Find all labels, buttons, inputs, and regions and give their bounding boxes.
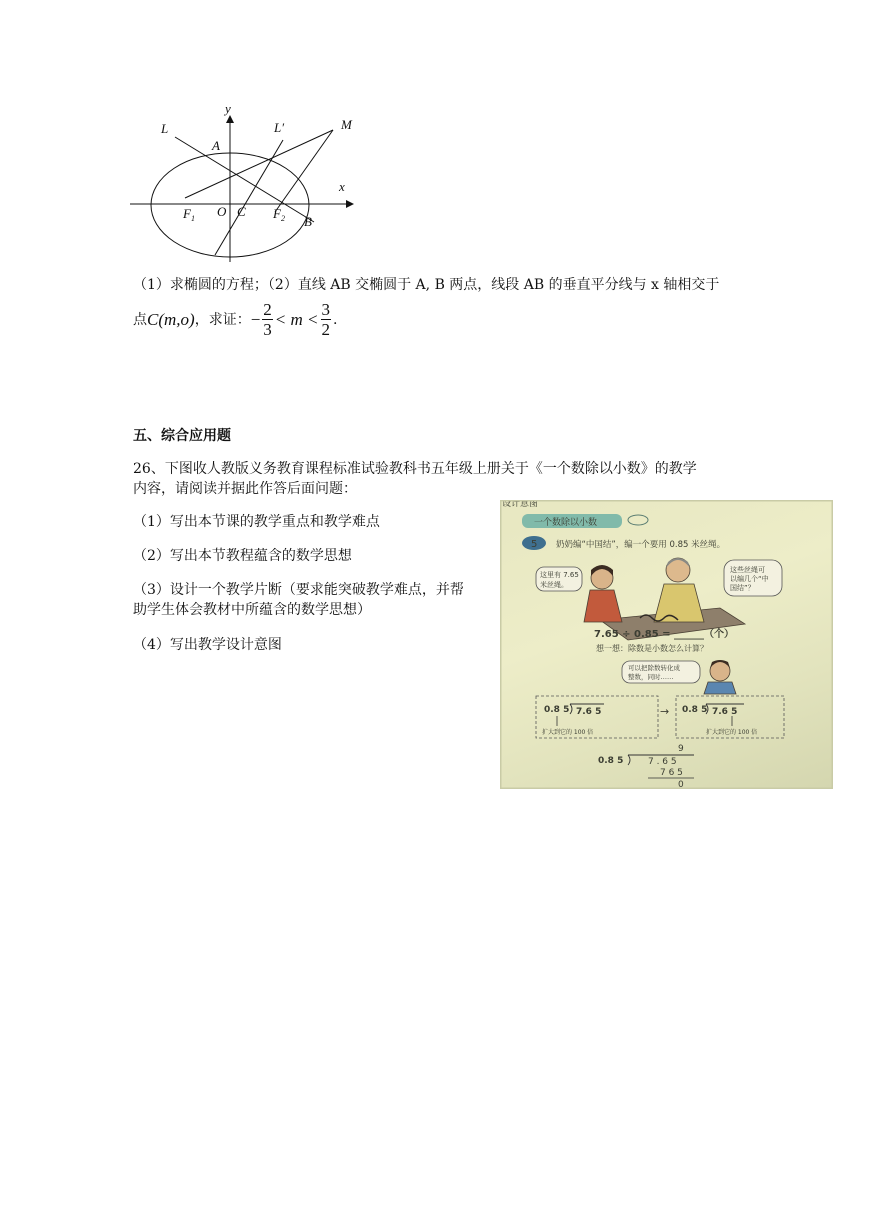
label-L-prime: L′ xyxy=(274,120,285,135)
intro-line-2: 内容，请阅读并据此作答后面问题： xyxy=(133,481,357,497)
long-divisor: 0.8 5 xyxy=(598,756,624,766)
question-prefix: 点 xyxy=(133,312,147,328)
long-quotient: 9 xyxy=(678,744,684,754)
label-y: y xyxy=(225,101,231,116)
point-c: C(m,o) xyxy=(147,310,195,329)
label-F1: $F_1$ xyxy=(183,206,195,223)
long-dividend: 7 . 6 5 xyxy=(648,757,677,767)
label-L: L xyxy=(161,121,169,136)
div-right-note: 扩大到它的 100 倍 xyxy=(706,729,758,736)
label-x: x xyxy=(339,179,345,194)
arrow-right-icon: → xyxy=(660,705,670,718)
div-right-dividend: 7.6 5 xyxy=(712,707,738,717)
long-remainder: 0 xyxy=(678,780,684,789)
period: . xyxy=(333,312,338,328)
div-left-note: 扩大到它的 100 倍 xyxy=(542,729,594,736)
ellipse-figure xyxy=(125,100,375,270)
label-C: C xyxy=(237,204,246,219)
item-1: （1）写出本节课的教学重点和教学难点 xyxy=(133,514,380,530)
textbook-photo xyxy=(500,500,833,789)
label-O: O xyxy=(217,204,227,219)
inequality: < m < xyxy=(274,310,319,329)
photo-top-caption: 设计意图 xyxy=(502,500,539,509)
item-4: （4）写出教学设计意图 xyxy=(133,637,282,653)
label-B: B xyxy=(304,214,312,229)
bubble-left-line2: 米丝绳。 xyxy=(540,581,568,589)
grandma-body-icon xyxy=(654,584,704,622)
bubble-left-line1: 这里有 7.65 xyxy=(540,571,579,579)
equation-text: 7.65 ÷ 0.85 = ______（个） xyxy=(594,629,735,640)
question-line-2 xyxy=(133,298,337,342)
problem-text: 奶奶编“中国结”，编一个要用 0.85 米丝绳。 xyxy=(556,540,726,550)
minus-sign: − xyxy=(250,310,261,329)
photo-title: 一个数除以小数 xyxy=(534,518,598,528)
item-3b: 助学生体会教材中所蕴含的数学思想） xyxy=(133,602,371,618)
question-mid: ，求证： xyxy=(194,312,251,328)
item-2: （2）写出本节教程蕴含的数学思想 xyxy=(133,548,352,564)
girl-body-icon xyxy=(584,590,622,622)
think-text: 想一想：除数是小数怎么计算？ xyxy=(596,644,708,653)
fish-decoration-icon xyxy=(628,515,648,525)
question-line-1: （1）求椭圆的方程；（2）直线 AB 交椭圆于 A, B 两点，线段 AB 的垂直平分线与 x 轴相交于 xyxy=(133,277,720,293)
bubble-mid-line2: 整数，同时…… xyxy=(628,673,674,681)
item-3a: （3）设计一个教学片断（要求能突破教学难点，并帮 xyxy=(133,582,464,598)
label-M: M xyxy=(341,117,352,132)
div-left-dividend: 7.6 5 xyxy=(576,707,602,717)
div-left-divisor: 0.8 5 xyxy=(544,705,570,715)
boy-body-icon xyxy=(704,682,736,694)
bubble-right-line3: 国结”？ xyxy=(730,584,755,592)
line-M-2 xyxy=(275,130,333,212)
label-A: A xyxy=(212,138,220,153)
bubble-mid-line1: 可以把除数转化成 xyxy=(628,664,680,672)
fraction-three-halves: $\frac{3}{2}$ xyxy=(321,299,331,339)
fraction-two-thirds: $\frac{2}{3}$ xyxy=(263,299,272,339)
section-heading: 五、综合应用题 xyxy=(133,428,231,444)
long-subtract: 7 6 5 xyxy=(660,768,683,778)
problem-number: 5 xyxy=(531,539,538,550)
bubble-right-line2: 以编几个“中 xyxy=(730,575,769,583)
bubble-right-line1: 这些丝绳可 xyxy=(730,566,765,574)
div-right-divisor: 0.8 5 xyxy=(682,705,708,715)
intro-line-1: 26、下图收人教版义务教育课程标准试验教科书五年级上册关于《一个数除以小数》的教学 xyxy=(133,461,697,477)
label-F2: $F_2$ xyxy=(273,206,285,223)
